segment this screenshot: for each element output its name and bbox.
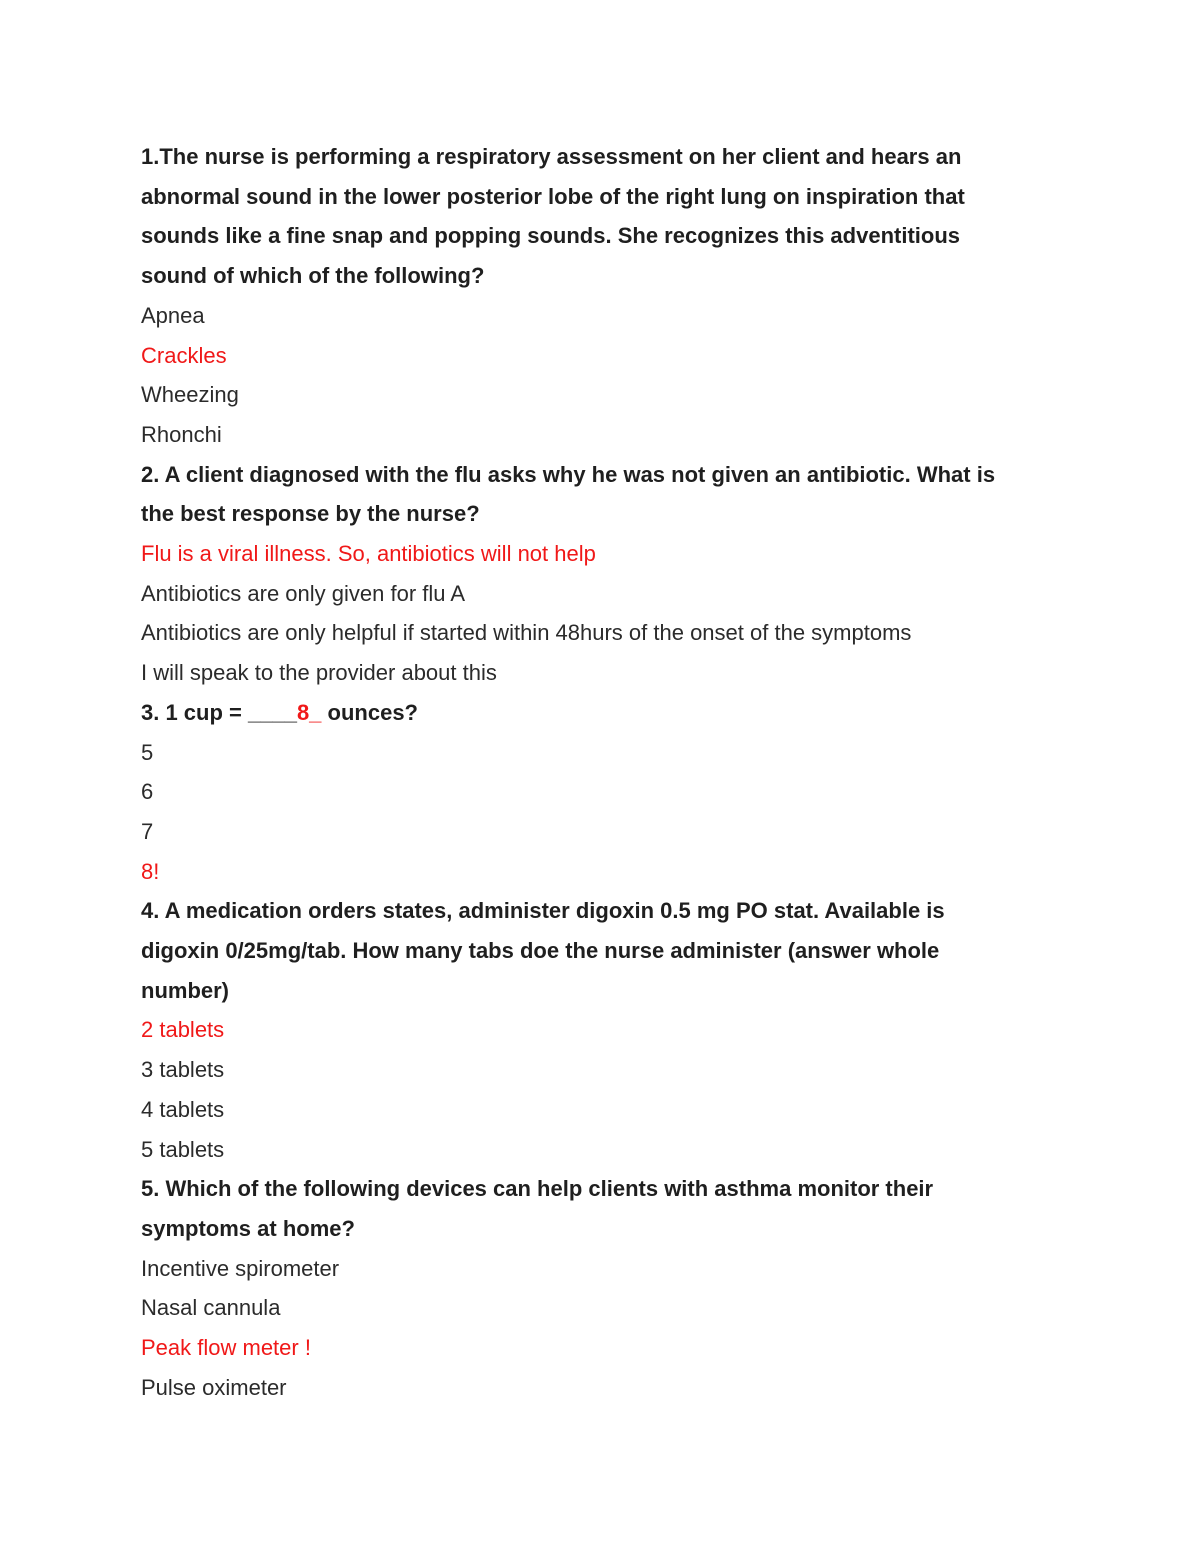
question-1-text-line: sound of which of the following?: [141, 263, 485, 289]
question-5-option: Nasal cannula: [141, 1295, 281, 1321]
question-1-option-correct: Crackles: [141, 342, 227, 368]
question-4-option-correct: 2 tablets: [141, 1017, 225, 1043]
question-3-option: 6: [141, 779, 154, 805]
question-1-text-line: abnormal sound in the lower posterior lobe of the right lung on inspiration that: [141, 183, 965, 209]
question-1-option: Apnea: [141, 302, 205, 328]
question-2-option: Antibiotics are only given for flu A: [141, 580, 466, 606]
question-3-option: 7: [141, 818, 154, 844]
question-2-text-line: 2. A client diagnosed with the flu asks why he was not given an antibiotic. What is: [141, 461, 996, 487]
question-4-option: 4 tablets: [141, 1096, 225, 1122]
question-3-prefix: 3. 1 cup = ____: [141, 699, 297, 725]
question-4-option: 3 tablets: [141, 1057, 225, 1083]
question-5-text-line: 5. Which of the following devices can help clients with asthma monitor their: [141, 1176, 934, 1202]
question-5-option-correct: Peak flow meter !: [141, 1335, 311, 1361]
question-1-option: Rhonchi: [141, 421, 222, 447]
question-4-text-line: 4. A medication orders states, administer digoxin 0.5 mg PO stat. Available is: [141, 898, 945, 924]
question-3-suffix: ounces?: [321, 699, 418, 725]
question-5-option: Incentive spirometer: [141, 1255, 340, 1281]
question-block-1: [141, 137, 1071, 455]
question-5-option: Pulse oximeter: [141, 1374, 287, 1400]
question-4-option: 5 tablets: [141, 1136, 225, 1162]
question-3-blank-answer: 8_: [296, 699, 322, 725]
question-block-2: [141, 455, 1071, 693]
question-2-option-correct: Flu is a viral illness. So, antibiotics will not help: [141, 541, 596, 567]
question-2-text-line: the best response by the nurse?: [141, 501, 480, 527]
question-4-text-line: digoxin 0/25mg/tab. How many tabs doe the nurse administer (answer whole: [141, 938, 940, 964]
question-2-option: I will speak to the provider about this: [141, 660, 497, 686]
question-block-3: [141, 693, 1071, 892]
question-1-text-line: 1.The nurse is performing a respiratory assessment on her client and hears an: [141, 144, 962, 169]
quiz-document: [141, 137, 1071, 1408]
question-block-5: [141, 1169, 1071, 1407]
question-3-option-correct: 8!: [141, 858, 160, 884]
question-block-4: [141, 891, 1071, 1169]
question-2-option: Antibiotics are only helpful if started within 48hurs of the onset of the symptoms: [141, 620, 912, 646]
question-3-option: 5: [141, 739, 154, 765]
question-3-text-line: [141, 693, 1071, 733]
question-1-option: Wheezing: [141, 382, 239, 408]
question-5-text-line: symptoms at home?: [141, 1215, 355, 1241]
question-4-text-line: number): [141, 977, 229, 1003]
question-1-text-line: sounds like a fine snap and popping sounds. She recognizes this adventitious: [141, 223, 961, 249]
